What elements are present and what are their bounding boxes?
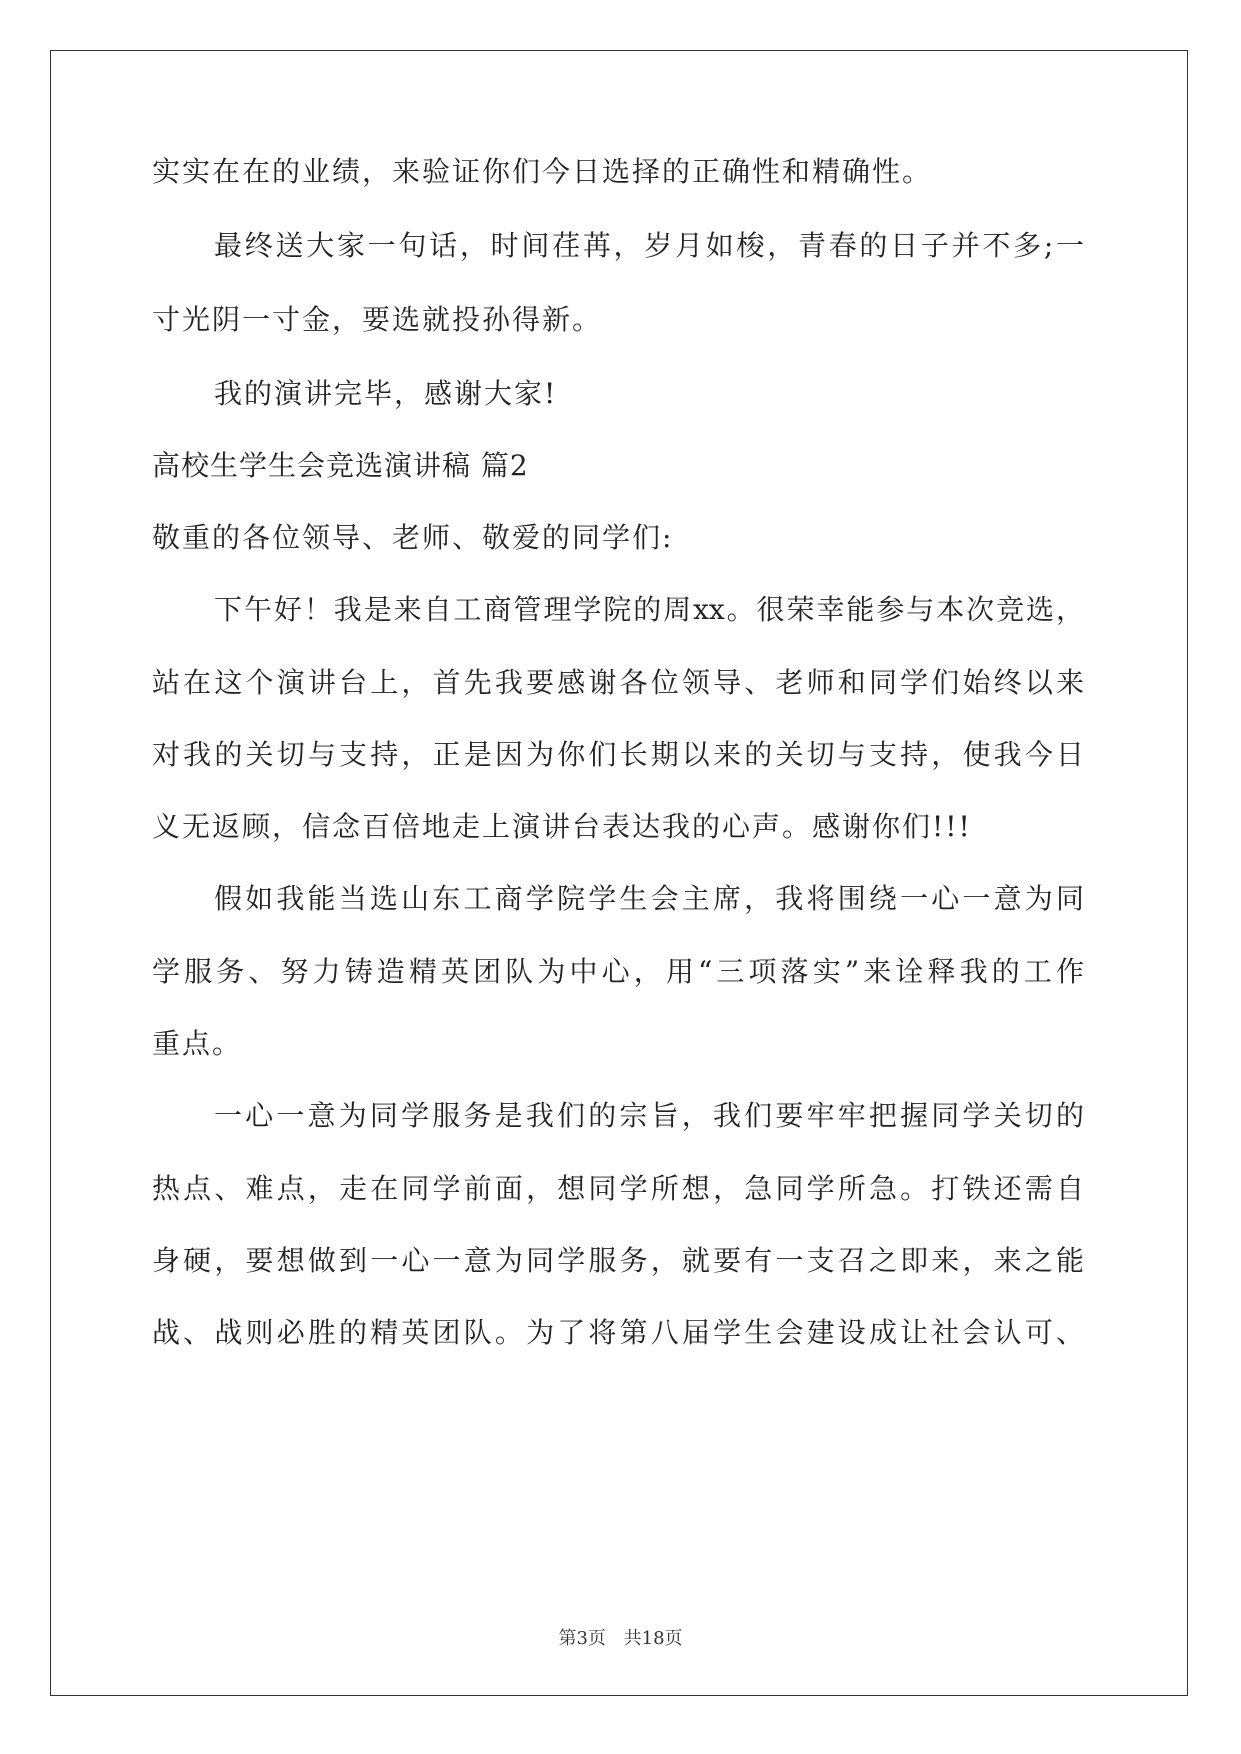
section-heading: 高校生学生会竞选演讲稿 篇2 (152, 449, 529, 482)
text-line-3: 寸光阴一寸金，要选就投孙得新。 (152, 303, 603, 336)
text-line-4: 我的演讲完毕，感谢大家! (214, 377, 558, 410)
text-line-1: 实实在在的业绩，来验证你们今日选择的正确性和精确性。 (152, 155, 933, 188)
text-line-10: 义无返顾，信念百倍地走上演讲台表达我的心声。感谢你们!!! (152, 810, 972, 843)
text-line-17: 战、战则必胜的精英团队。为了将第八届学生会建设成让社会认可、 (152, 1316, 1084, 1349)
text-line-8: 站在这个演讲台上，首先我要感谢各位领导、老师和同学们始终以来 (152, 666, 1084, 699)
page-border (50, 50, 1188, 1696)
text-line-16: 身硬，要想做到一心一意为同学服务，就要有一支召之即来，来之能 (152, 1244, 1084, 1277)
text-line-14: 一心一意为同学服务是我们的宗旨，我们要牢牢把握同学关切的 (214, 1099, 1084, 1132)
text-line-15: 热点、难点，走在同学前面，想同学所想，急同学所急。打铁还需自 (152, 1172, 1084, 1205)
salutation: 敬重的各位领导、老师、敬爱的同学们: (152, 521, 674, 554)
text-line-12: 学服务、努力铸造精英团队为中心，用“三项落实”来诠释我的工作 (152, 955, 1084, 988)
text-line-2: 最终送大家一句话，时间荏苒，岁月如梭，青春的日子并不多;一 (214, 229, 1084, 262)
page-total: 共18页 (623, 1628, 683, 1649)
text-line-9: 对我的关切与支持，正是因为你们长期以来的关切与支持，使我今日 (152, 738, 1084, 771)
text-line-11: 假如我能当选山东工商学院学生会主席，我将围绕一心一意为同 (214, 882, 1084, 915)
text-line-13: 重点。 (152, 1027, 243, 1060)
page-footer (0, 1624, 1241, 1650)
page-number: 第3页 (558, 1628, 606, 1649)
text-line-7: 下午好！我是来自工商管理学院的周xx。很荣幸能参与本次竞选， (214, 593, 1084, 626)
